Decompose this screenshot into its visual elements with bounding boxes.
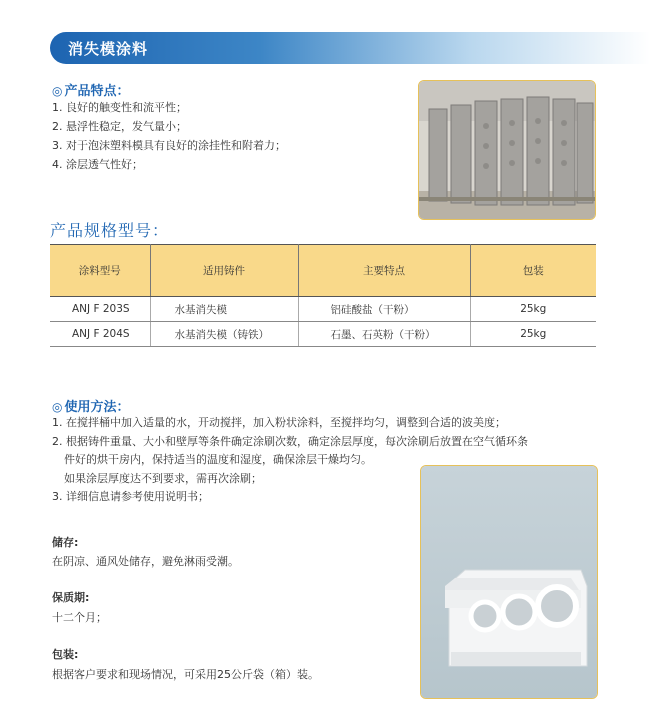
shelf-life-heading: 保质期: xyxy=(52,591,90,604)
list-item: 1. 良好的触变性和流平性； xyxy=(52,101,187,114)
spec-title: 产品规格型号： xyxy=(50,221,170,240)
circle-bullet-icon: ◎ xyxy=(52,400,63,414)
shelf-life-text: 十二个月； xyxy=(52,611,107,624)
page-title: 消失模涂料 xyxy=(68,40,149,58)
storage-text: 在阴凉、通风处储存，避免淋雨受潮。 xyxy=(52,555,239,568)
list-item: 3. 对于泡沫塑料模具有良好的涂挂性和附着力； xyxy=(52,139,286,152)
features-heading: ◎ 产品特点： xyxy=(52,84,130,99)
column-header: 涂料型号 xyxy=(50,245,150,297)
spec-table xyxy=(50,244,596,347)
table-header-row xyxy=(50,245,596,297)
table-row xyxy=(50,322,596,347)
packaging-heading: 包装: xyxy=(52,648,79,661)
list-item: 如果涂层厚度达不到要求，需再次涂刷； xyxy=(64,471,262,485)
usage-heading: ◎ 使用方法： xyxy=(52,400,130,415)
column-header: 主要特点 xyxy=(298,245,470,297)
list-item: 2. 悬浮性稳定，发气量小； xyxy=(52,120,187,133)
list-item: 件好的烘干房内，保持适当的温度和湿度，确保涂层干燥均匀。 xyxy=(64,453,372,466)
column-header: 适用铸件 xyxy=(150,245,298,297)
list-item: 3. 详细信息请参考使用说明书； xyxy=(52,490,209,503)
castings-rack-photo xyxy=(418,80,596,220)
table-cell: ANJ F 204S xyxy=(50,322,150,347)
table-cell: 石墨、石英粉（干粉） xyxy=(298,322,470,347)
list-item: 1. 在搅拌桶中加入适量的水，开动搅拌，加入粉状涂料，至搅拌均匀，调整到合适的波美度； xyxy=(52,416,506,429)
packaging-text: 根据客户要求和现场情况，可采用25公斤袋（箱）装。 xyxy=(52,668,319,681)
table-cell: 25kg xyxy=(470,297,596,322)
table-cell: 水基消失模（铸铁） xyxy=(150,322,298,347)
table-cell: ANJ F 203S xyxy=(50,297,150,322)
list-item: 4. 涂层透气性好； xyxy=(52,158,143,171)
circle-bullet-icon: ◎ xyxy=(52,84,63,98)
castings-illustration xyxy=(419,81,595,219)
list-item: 2. 根据铸件重量、大小和壁厚等条件确定涂刷次数，确定涂层厚度，每次涂刷后放置在空气循环条 xyxy=(52,434,528,448)
foam-pattern-photo xyxy=(420,465,598,699)
storage-heading: 储存: xyxy=(52,536,79,549)
foam-pattern-illustration xyxy=(421,466,597,698)
table-row xyxy=(50,297,596,322)
features-list xyxy=(52,98,286,174)
table-cell: 水基消失模 xyxy=(150,297,298,322)
table-cell: 铝硅酸盐（干粉） xyxy=(298,297,470,322)
column-header: 包装 xyxy=(470,245,596,297)
table-cell: 25kg xyxy=(470,322,596,347)
